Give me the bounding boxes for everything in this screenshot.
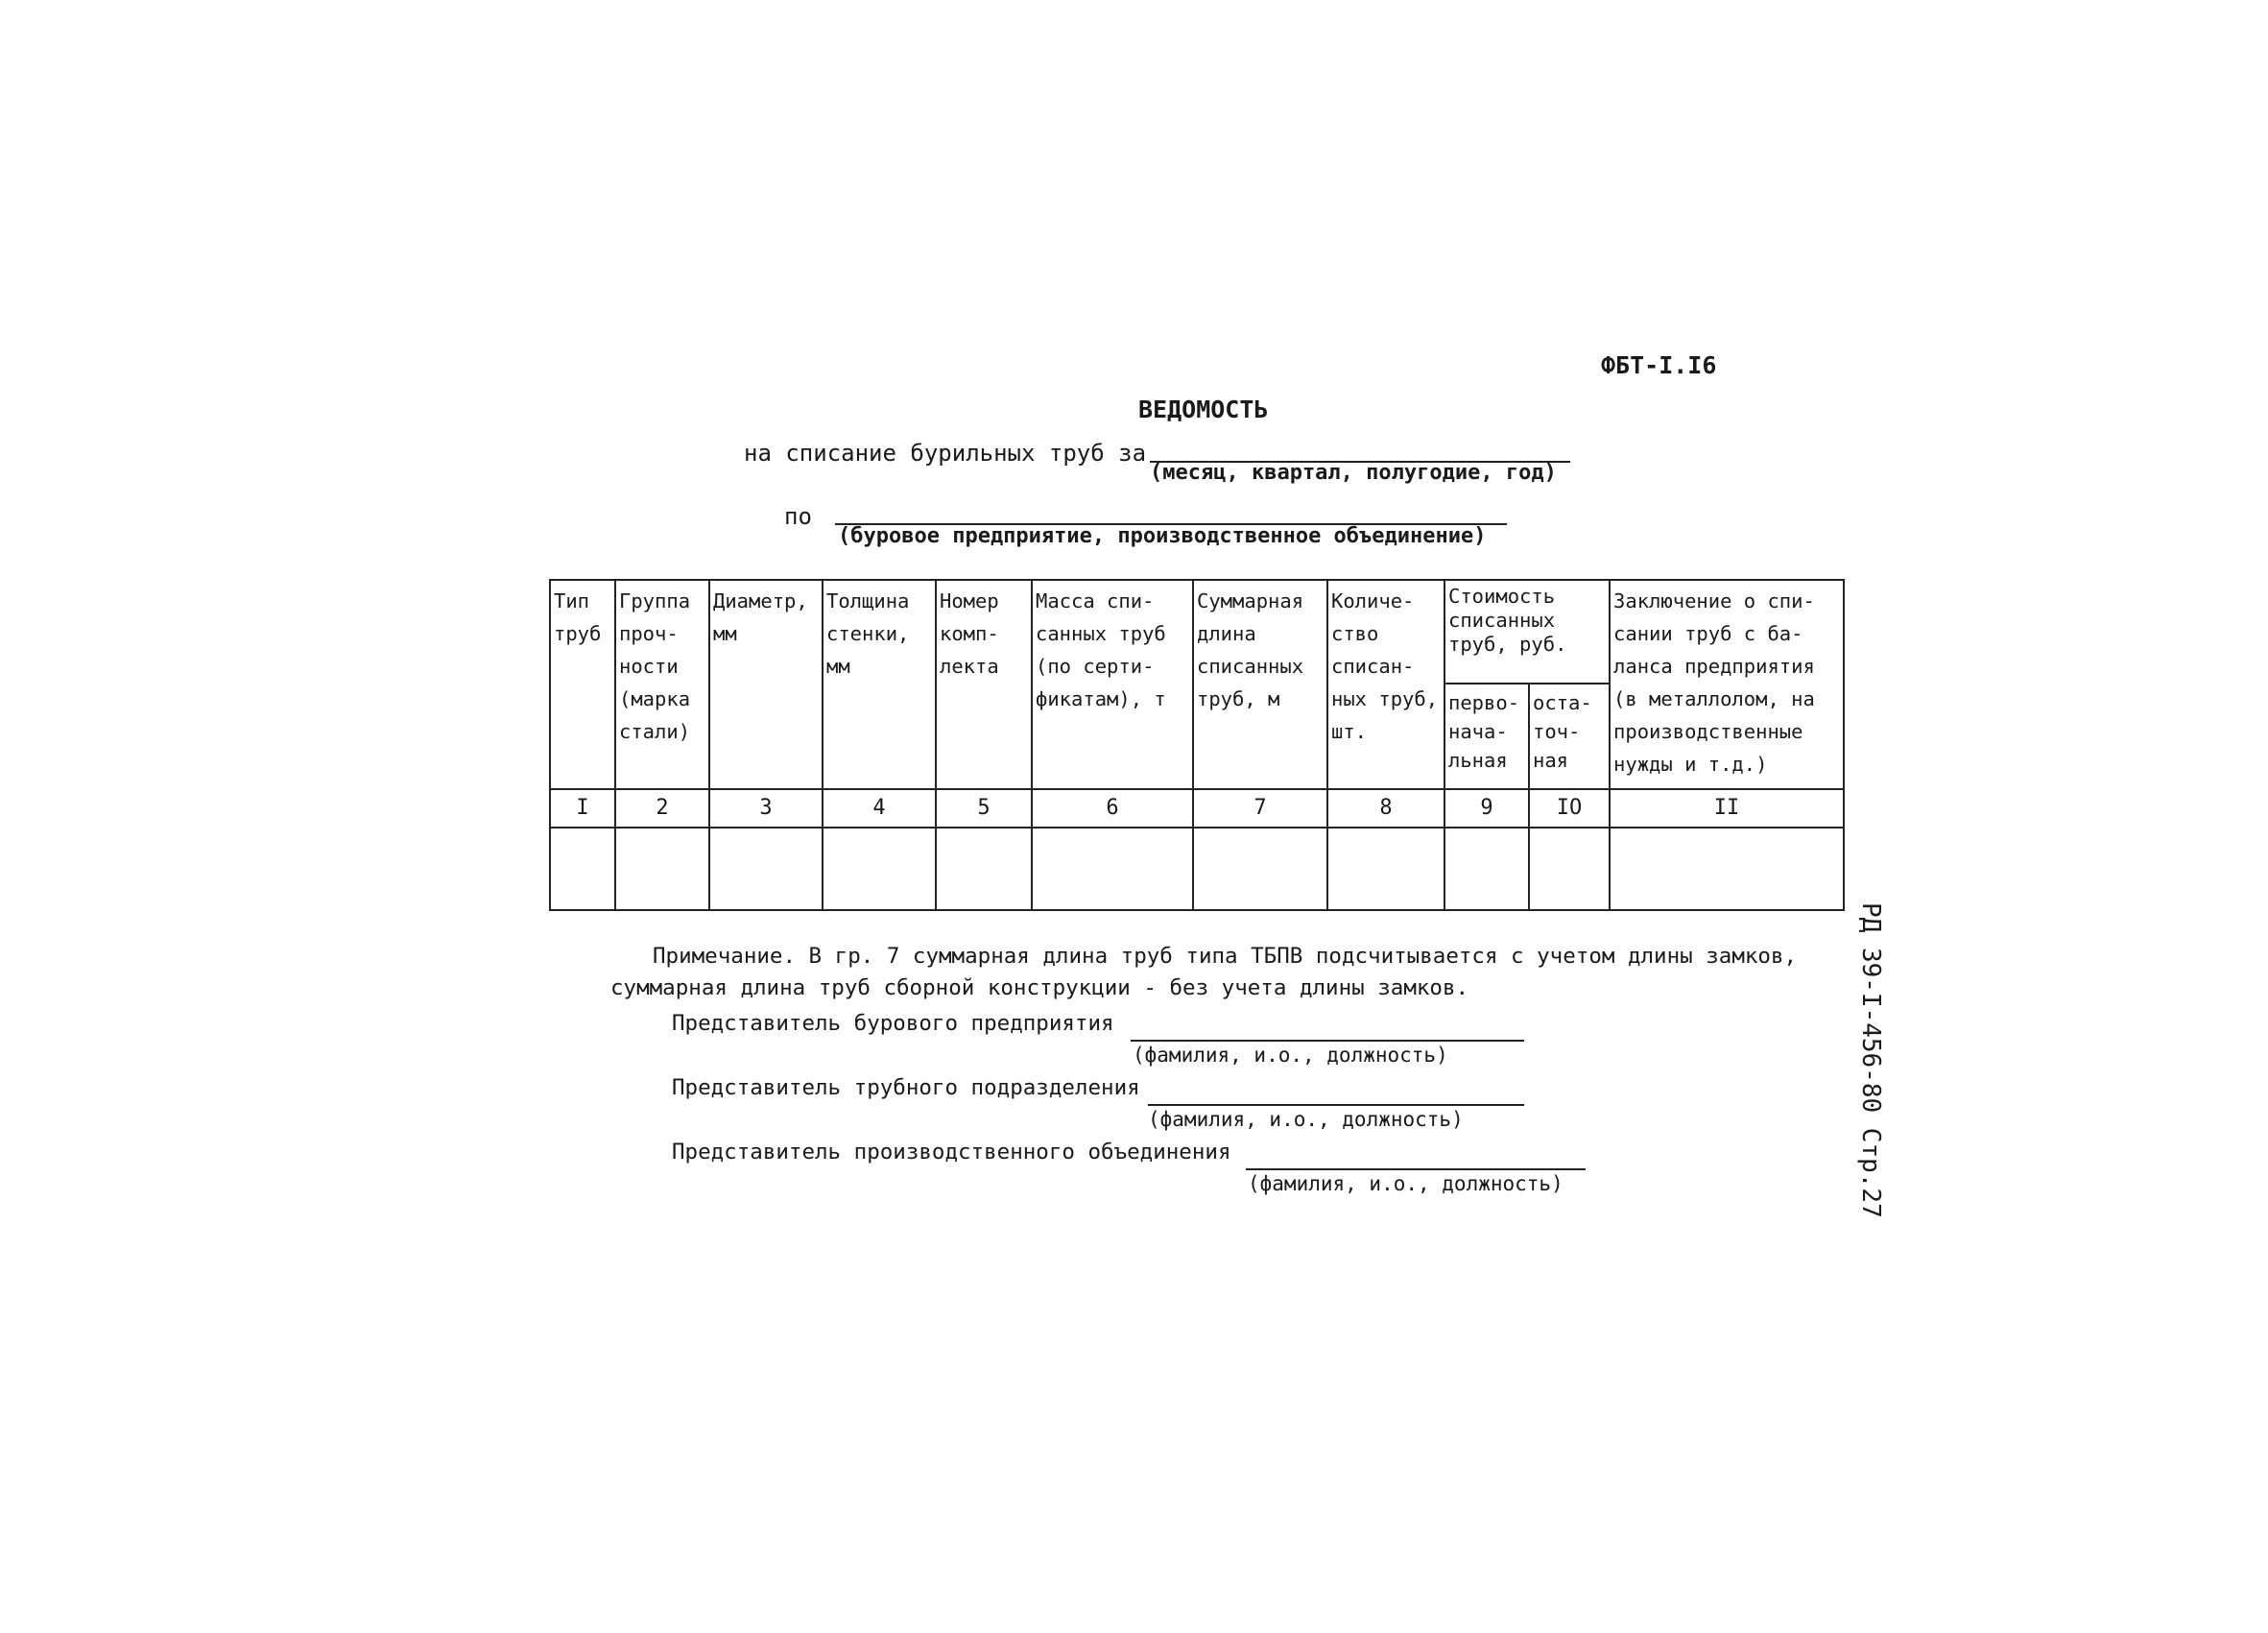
header-cost-initial: перво-нача-льная bbox=[1444, 684, 1529, 789]
signature-label-association: Представитель производственного объединения bbox=[672, 1140, 1231, 1165]
empty-cell[interactable] bbox=[823, 828, 936, 910]
empty-cell[interactable] bbox=[936, 828, 1032, 910]
signature-hint-pipe-unit: (фамилия, и.о., должность) bbox=[1148, 1108, 1464, 1131]
header-cost: Стоимость списанных труб, руб. bbox=[1444, 580, 1610, 684]
document-side-code: РД 39-I-456-80 Стр.27 bbox=[1856, 902, 1885, 1218]
signature-line-pipe-unit[interactable] bbox=[1148, 1104, 1524, 1106]
column-number: 6 bbox=[1032, 789, 1193, 828]
empty-cell[interactable] bbox=[1610, 828, 1844, 910]
signature-label-drilling: Представитель бурового предприятия bbox=[672, 1011, 1114, 1036]
header-pipe-type: Тип труб bbox=[550, 580, 615, 789]
column-number: 9 bbox=[1444, 789, 1529, 828]
header-strength-group: Группа проч-ности (марка стали) bbox=[615, 580, 709, 789]
signature-label-pipe-unit: Представитель трубного подразделения bbox=[672, 1075, 1140, 1100]
header-mass: Масса спи-санных труб (по серти-фикатам), т bbox=[1032, 580, 1193, 789]
header-conclusion: Заключение о спи-сании труб с ба-ланса предприятия (в металлолом, на производственные нужды и т.д.) bbox=[1610, 580, 1844, 789]
organization-label: по bbox=[784, 503, 812, 530]
table-row bbox=[550, 828, 1844, 910]
empty-cell[interactable] bbox=[1529, 828, 1610, 910]
empty-cell[interactable] bbox=[550, 828, 615, 910]
signature-hint-association: (фамилия, и.о., должность) bbox=[1248, 1172, 1564, 1195]
column-number: IO bbox=[1529, 789, 1610, 828]
header-set-number: Номер комп-лекта bbox=[936, 580, 1032, 789]
column-number: 4 bbox=[823, 789, 936, 828]
form-code: ФБТ-I.I6 bbox=[1601, 351, 1717, 379]
organization-hint: (буровое предприятие, производственное объединение) bbox=[838, 524, 1487, 548]
column-number: 2 bbox=[615, 789, 709, 828]
empty-cell[interactable] bbox=[1327, 828, 1444, 910]
column-number: 7 bbox=[1193, 789, 1327, 828]
column-number: 3 bbox=[709, 789, 823, 828]
empty-cell[interactable] bbox=[1444, 828, 1529, 910]
document-title: ВЕДОМОСТЬ bbox=[1138, 396, 1269, 423]
column-number: II bbox=[1610, 789, 1844, 828]
header-cost-residual: оста-точ-ная bbox=[1529, 684, 1610, 789]
column-number: 5 bbox=[936, 789, 1032, 828]
header-quantity: Количе-ство списан-ных труб, шт. bbox=[1327, 580, 1444, 789]
column-number: I bbox=[550, 789, 615, 828]
signature-hint-drilling: (фамилия, и.о., должность) bbox=[1133, 1044, 1448, 1067]
header-wall-thickness: Толщина стенки, мм bbox=[823, 580, 936, 789]
column-number-row bbox=[550, 789, 1844, 828]
write-off-table bbox=[549, 579, 1845, 911]
empty-cell[interactable] bbox=[1193, 828, 1327, 910]
empty-cell[interactable] bbox=[1032, 828, 1193, 910]
header-total-length: Суммарная длина списанных труб, м bbox=[1193, 580, 1327, 789]
note-text: Примечание. В гр. 7 суммарная длина труб типа ТБПВ подсчитывается с учетом длины замков, суммарная длина труб сборной конструкции - без учета длины замков. bbox=[610, 944, 1798, 1000]
period-hint: (месяц, квартал, полугодие, год) bbox=[1150, 461, 1557, 485]
header-diameter: Диаметр, мм bbox=[709, 580, 823, 789]
empty-cell[interactable] bbox=[709, 828, 823, 910]
signature-line-drilling[interactable] bbox=[1131, 1040, 1524, 1042]
period-label: на списание бурильных труб за bbox=[744, 440, 1147, 467]
column-number: 8 bbox=[1327, 789, 1444, 828]
empty-cell[interactable] bbox=[615, 828, 709, 910]
signature-line-association[interactable] bbox=[1246, 1168, 1586, 1170]
